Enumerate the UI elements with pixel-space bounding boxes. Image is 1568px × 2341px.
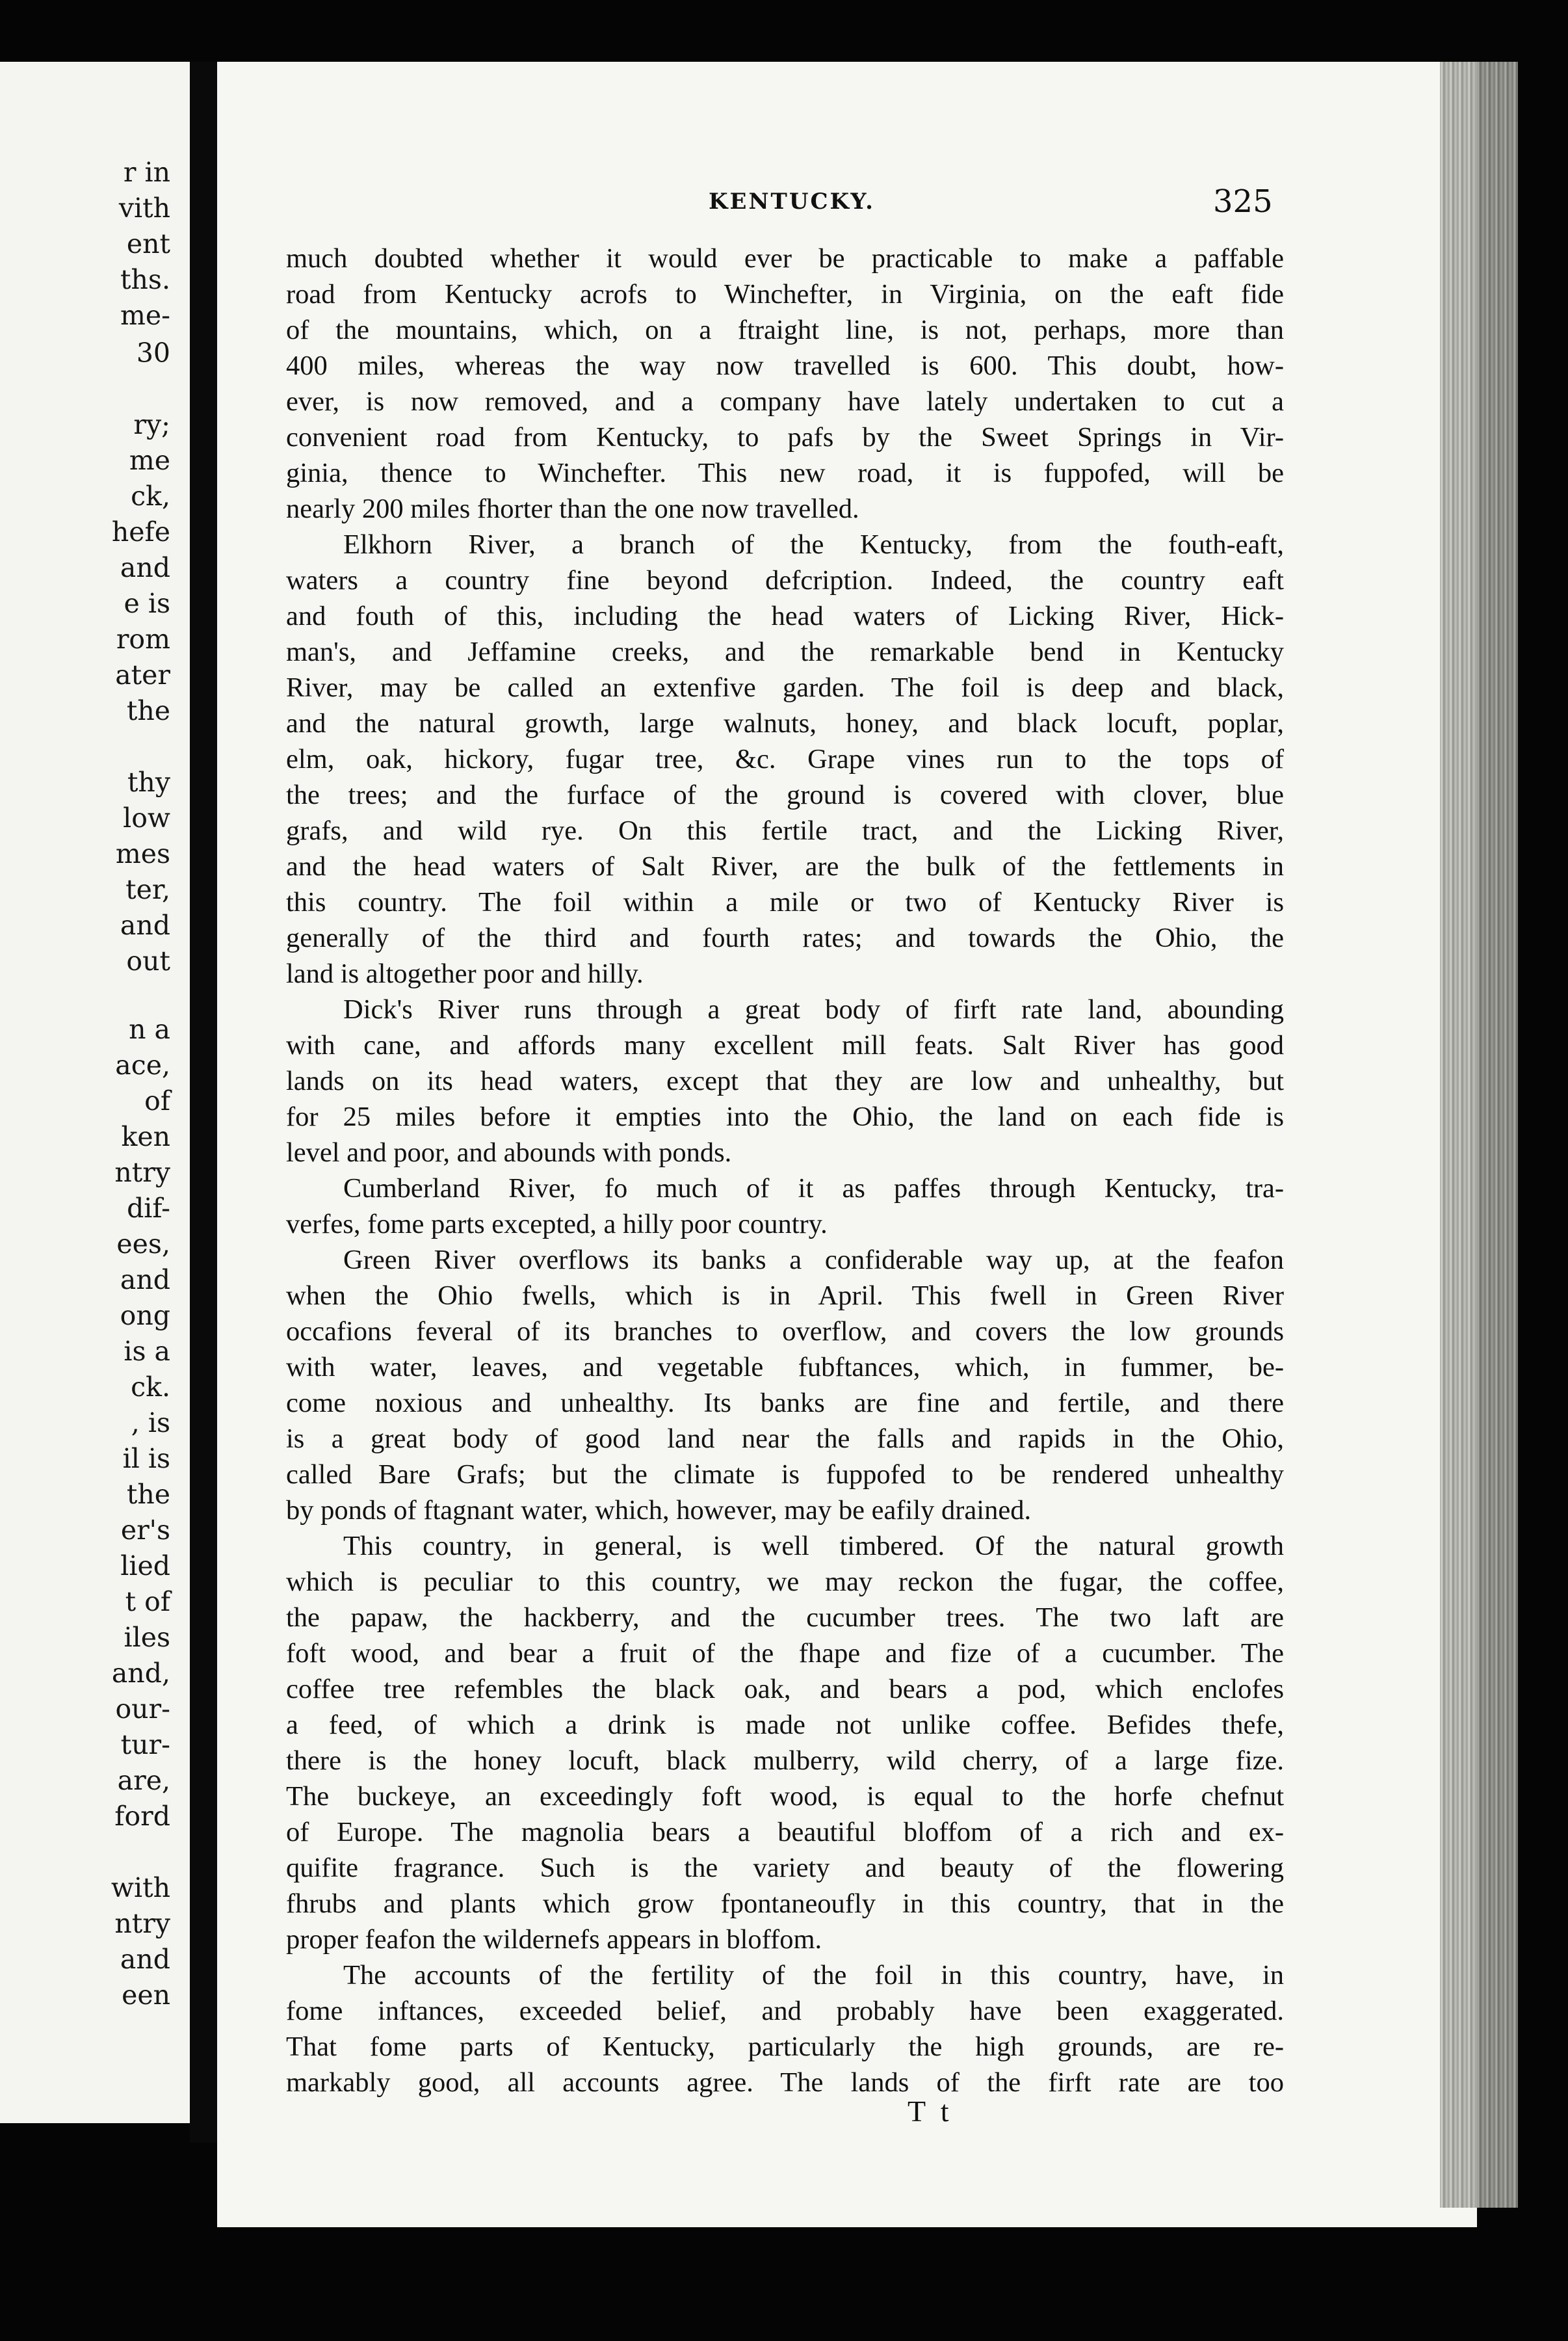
facing-page-fragment: of: [144, 1085, 170, 1117]
text-line: with cane, and affords many excellent mill feats. Salt River has good: [286, 1030, 1284, 1061]
text-line: elm, oak, hickory, fugar tree, &c. Grape vines run to the tops of: [286, 744, 1284, 774]
facing-page-fragment: are,: [117, 1765, 170, 1796]
facing-page-fragment: the: [126, 695, 170, 726]
facing-page-fragment: ater: [115, 659, 170, 691]
text-line: ever, is now removed, and a company have lately undertaken to cut a: [286, 386, 1284, 417]
text-line: proper feafon the wildernefs appears in bloffom.: [286, 1924, 822, 1955]
text-line: fome inftances, exceeded belief, and probably have been exaggerated.: [286, 1996, 1284, 2026]
facing-page-fragment: , is: [131, 1407, 170, 1438]
page-number: 325: [1213, 183, 1273, 220]
facing-page-fragment: 30: [136, 337, 170, 369]
running-head: KENTUCKY.: [709, 189, 875, 215]
text-line: much doubted whether it would ever be practicable to make a paffable: [286, 243, 1284, 274]
facing-page-fragment: ong: [120, 1300, 170, 1331]
body-text: [286, 241, 1284, 2100]
text-line: The accounts of the fertility of the foil in this country, have, in: [343, 1960, 1284, 1991]
text-line: grafs, and wild rye. On this fertile tract, and the Licking River,: [286, 815, 1284, 846]
text-line: called Bare Grafs; but the climate is fuppofed to be rendered unhealthy: [286, 1459, 1284, 1490]
facing-page-fragment: e is: [124, 588, 170, 619]
text-line: convenient road from Kentucky, to pafs by the Sweet Springs in Vir-: [286, 422, 1284, 453]
text-line: of the mountains, which, on a ftraight line, is not, perhaps, more than: [286, 315, 1284, 345]
facing-page-fragment: is a: [124, 1336, 170, 1367]
text-line: this country. The foil within a mile or two of Kentucky River is: [286, 887, 1284, 918]
page-fore-edge: [1440, 62, 1518, 2208]
text-line: markably good, all accounts agree. The lands of the firft rate are too: [286, 2067, 1284, 2098]
text-line: Green River overflows its banks a confiderable way up, at the feafon: [343, 1245, 1284, 1275]
text-line: Cumberland River, fo much of it as paffes through Kentucky, tra-: [343, 1173, 1284, 1204]
facing-page-fragment: t of: [125, 1586, 170, 1617]
text-line: generally of the third and fourth rates; and towards the Ohio, the: [286, 923, 1284, 953]
facing-page-fragment: lied: [120, 1550, 170, 1581]
facing-page-fragment: dif-: [127, 1193, 170, 1224]
text-line: Dick's River runs through a great body of firft rate land, abounding: [343, 994, 1284, 1025]
facing-page-fragment: our-: [115, 1693, 170, 1725]
text-line: coffee tree refembles the black oak, and bears a pod, which enclofes: [286, 1674, 1284, 1704]
text-line: is a great body of good land near the falls and rapids in the Ohio,: [286, 1423, 1284, 1454]
text-line: waters a country fine beyond defcription. Indeed, the country eaft: [286, 565, 1284, 596]
text-line: That fome parts of Kentucky, particularly the high grounds, are re-: [286, 2031, 1284, 2062]
facing-page-fragment: ths.: [120, 264, 170, 295]
text-line: ginia, thence to Winchefter. This new road, it is fuppofed, will be: [286, 458, 1284, 488]
text-line: by ponds of ftagnant water, which, however, may be eafily drained.: [286, 1495, 1032, 1526]
signature-mark: T t: [908, 2095, 953, 2128]
facing-page-fragment: thy: [127, 767, 170, 798]
facing-page-fragment: een: [122, 1979, 170, 2011]
text-line: there is the honey locuft, black mulberry, wild cherry, of a large fize.: [286, 1745, 1284, 1776]
facing-page-fragment: ent: [126, 228, 170, 259]
text-line: when the Ohio fwells, which is in April. This fwell in Green River: [286, 1280, 1284, 1311]
facing-page-fragment: r in: [123, 157, 170, 188]
facing-page-fragment: ace,: [115, 1050, 170, 1081]
facing-page-fragment: tur-: [120, 1729, 170, 1760]
facing-page-fragment: and: [120, 910, 170, 941]
text-line: road from Kentucky acrofs to Winchefter, in Virginia, on the eaft fide: [286, 279, 1284, 310]
facing-page-fragment: il is: [122, 1443, 170, 1474]
facing-page-fragment: me-: [120, 300, 170, 331]
text-line: foft wood, and bear a fruit of the fhape and fize of a cucumber. The: [286, 1638, 1284, 1669]
facing-page-fragment: and: [120, 552, 170, 583]
text-line: the trees; and the furface of the ground is covered with clover, blue: [286, 780, 1284, 810]
text-line: land is altogether poor and hilly.: [286, 959, 644, 989]
facing-page-fragment: ntry: [114, 1157, 170, 1188]
facing-page-fragment: n a: [129, 1014, 170, 1045]
facing-page-fragment: ry;: [133, 409, 170, 440]
text-line: and fouth of this, including the head waters of Licking River, Hick-: [286, 601, 1284, 631]
text-line: and the natural growth, large walnuts, honey, and black locuft, poplar,: [286, 708, 1284, 739]
text-line: with water, leaves, and vegetable fubftances, which, in fummer, be-: [286, 1352, 1284, 1382]
facing-page-fragment: low: [123, 802, 170, 834]
facing-page-fragment: the: [126, 1479, 170, 1510]
text-line: man's, and Jeffamine creeks, and the remarkable bend in Kentucky: [286, 637, 1284, 667]
facing-page-fragment: ken: [121, 1121, 170, 1152]
text-line: quifite fragrance. Such is the variety and beauty of the flowering: [286, 1853, 1284, 1883]
facing-page-fragment: rom: [116, 624, 170, 655]
text-line: occafions feveral of its branches to overflow, and covers the low grounds: [286, 1316, 1284, 1347]
text-line: a feed, of which a drink is made not unlike coffee. Befides thefe,: [286, 1710, 1284, 1740]
facing-page-fragment: ck.: [131, 1371, 170, 1403]
facing-page-fragment: and: [120, 1944, 170, 1975]
text-line: come noxious and unhealthy. Its banks are fine and fertile, and there: [286, 1388, 1284, 1418]
facing-page-fragment: ford: [114, 1801, 170, 1832]
text-line: fhrubs and plants which grow fpontaneoufly in this country, that in the: [286, 1888, 1284, 1919]
text-line: River, may be called an extenfive garden. The foil is deep and black,: [286, 672, 1284, 703]
facing-page-fragment: vith: [118, 192, 170, 224]
text-line: of Europe. The magnolia bears a beautiful bloffom of a rich and ex-: [286, 1817, 1284, 1847]
facing-page-fragment: ntry: [114, 1908, 170, 1939]
text-line: lands on its head waters, except that they are low and unhealthy, but: [286, 1066, 1284, 1096]
facing-page-fragment: me: [129, 445, 170, 476]
text-line: the papaw, the hackberry, and the cucumber trees. The two laft are: [286, 1602, 1284, 1633]
facing-page-fragment: and: [120, 1264, 170, 1295]
text-line: The buckeye, an exceedingly foft wood, is equal to the horfe chefnut: [286, 1781, 1284, 1812]
facing-page-fragment: mes: [115, 838, 170, 869]
facing-page-fragment: hefe: [111, 516, 170, 548]
text-line: Elkhorn River, a branch of the Kentucky, from the fouth-eaft,: [343, 529, 1284, 560]
text-line: which is peculiar to this country, we may reckon the fugar, the coffee,: [286, 1567, 1284, 1597]
facing-page-fragment: and,: [111, 1658, 170, 1689]
facing-page-fragment: ees,: [116, 1228, 170, 1260]
text-line: for 25 miles before it empties into the Ohio, the land on each fide is: [286, 1102, 1284, 1132]
book-gutter: [190, 62, 217, 2143]
text-line: and the head waters of Salt River, are the bulk of the fettlements in: [286, 851, 1284, 882]
text-line: level and poor, and abounds with ponds.: [286, 1137, 732, 1168]
text-line: 400 miles, whereas the way now travelled is 600. This doubt, how-: [286, 350, 1284, 381]
facing-page-fragment: out: [126, 946, 170, 977]
text-line: nearly 200 miles fhorter than the one now travelled.: [286, 494, 859, 524]
text-line: verfes, fome parts excepted, a hilly poor country.: [286, 1209, 828, 1239]
facing-page-fragment: with: [111, 1872, 170, 1903]
facing-page-fragment: er's: [120, 1514, 170, 1546]
facing-page-fragment: ck,: [131, 481, 170, 512]
facing-page-fragment: ter,: [125, 874, 170, 905]
text-line: This country, in general, is well timbered. Of the natural growth: [343, 1531, 1284, 1561]
facing-page-edge: [0, 62, 190, 2123]
facing-page-fragment: iles: [124, 1622, 170, 1653]
